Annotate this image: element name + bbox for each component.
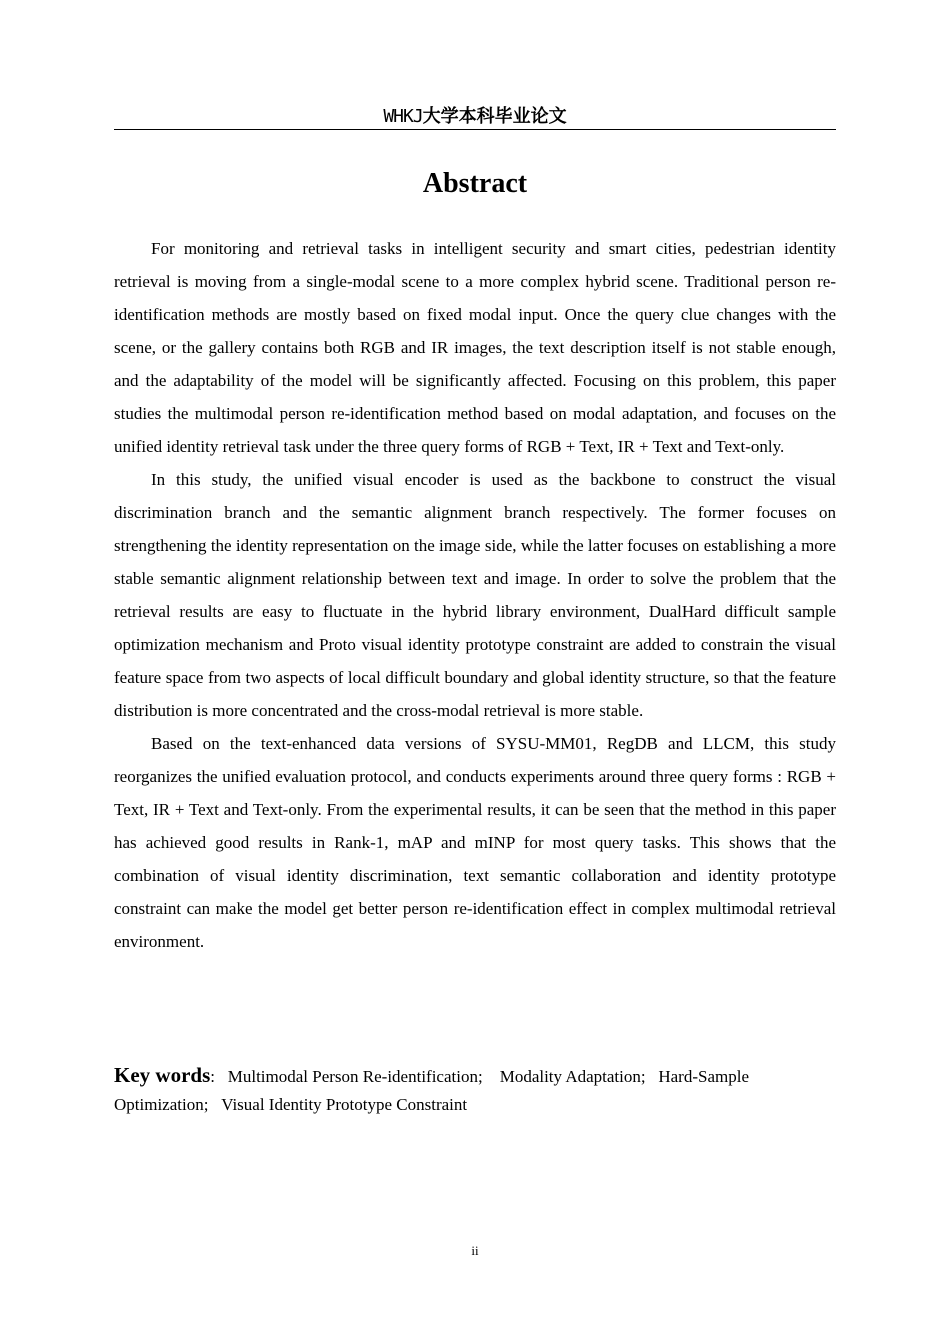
- page-number: ii: [471, 1243, 479, 1258]
- keywords-separator: :: [210, 1067, 215, 1086]
- page-title: Abstract: [422, 168, 528, 199]
- keywords-section: [114, 1061, 836, 1119]
- keyword-item: Multimodal Person Re-identification;: [227, 1067, 483, 1086]
- keyword-item: Modality Adaptation;: [499, 1067, 646, 1086]
- abstract-paragraph-1: For monitoring and retrieval tasks in intelligent security and smart cities, pedestrian identity retrieval is moving from a single-modal scene to a more complex hybrid scene. Traditional person re-identification methods are mostly based on fixed modal input. Once the query clue changes with the scene, or the gallery contains both RGB and IR images, the text description itself is not stable enough, and the adaptability of the model will be significantly affected. Focusing on this problem, this paper studies the multimodal person re-identification method based on modal adaptation, and focuses on the unified identity retrieval task under the three query forms of RGB + Text, IR + Text and Text-only.: [114, 239, 836, 456]
- abstract-paragraph-2: In this study, the unified visual encoder is used as the backbone to construct the visual discrimination branch and the semantic alignment branch respectively. The former focuses on strengthening the identity representation on the image side, while the latter focuses on establishing a more stable semantic alignment relationship between text and image. In order to solve the problem that the retrieval results are easy to fluctuate in the hybrid library environment, DualHard difficult sample optimization mechanism and Proto visual identity prototype constraint are added to constrain the visual feature space from two aspects of local difficult boundary and global identity structure, so that the feature distribution is more concentrated and the cross-modal retrieval is more stable.: [114, 470, 836, 720]
- header-university-code: WHKJ: [383, 106, 423, 127]
- keyword-item: Visual Identity Prototype Constraint: [221, 1095, 468, 1114]
- header-thesis-label: 大学本科毕业论文: [422, 106, 567, 127]
- abstract-paragraph-3: Based on the text-enhanced data versions of SYSU-MM01, RegDB and LLCM, this study reorganizes the unified evaluation protocol, and conducts experiments around three query forms : RGB + Text, IR + Text and Text-only. From the experimental results, it can be seen that the method in this paper has achieved good results in Rank-1, mAP and mINP for most query tasks. This shows that the combination of visual identity discrimination, text semantic collaboration and identity prototype constraint can make the model get better person re-identification effect in complex multimodal retrieval environment.: [114, 734, 836, 951]
- keywords-label: Key words: [114, 1063, 211, 1087]
- abstract-body: [114, 232, 836, 958]
- header-divider: [114, 129, 836, 130]
- running-header: [114, 104, 836, 130]
- keyword-item: Hard-Sample Optimization;: [114, 1067, 749, 1114]
